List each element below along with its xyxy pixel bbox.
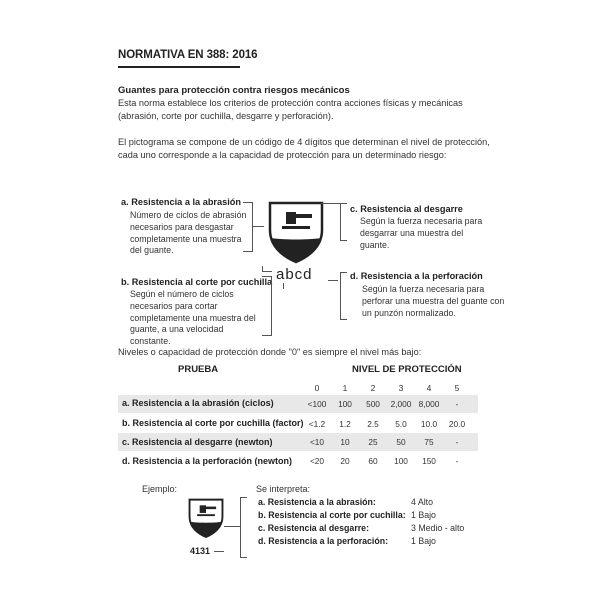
level-number: 0 (314, 383, 320, 393)
table-cell: <100 (307, 399, 327, 409)
bracket-d (340, 272, 347, 320)
level-number: 4 (426, 383, 432, 393)
bracket-c (340, 203, 347, 241)
table-row-label: b. Resistencia al corte por cuchilla (factor) (122, 418, 304, 428)
table-cell: 150 (422, 456, 436, 466)
col-header-test: PRUEBA (178, 364, 219, 375)
pictogram-paragraph: El pictograma se compone de un código de 4 dígitos que determinan el nivel de protección, cada uno corresponde a la capacidad de protección para un determinado riesgo: (118, 137, 490, 160)
label-c-desgarre: c. Resistencia al desgarre (350, 204, 463, 214)
table-cell: 2,000 (390, 399, 412, 409)
table-cell: 100 (338, 399, 352, 409)
table-cell: 60 (368, 456, 378, 466)
table-cell: 500 (366, 399, 380, 409)
table-row-label: a. Resistencia a la abrasión (ciclos) (122, 398, 274, 408)
table-cell: <20 (309, 456, 325, 466)
desc-a-abrasion: Número de ciclos de abrasión necesarios para desgastar completamente una muestra del guante. (130, 210, 247, 256)
example-item-label: c. Resistencia al desgarre: (258, 523, 369, 533)
shield-hammer-icon (266, 200, 326, 264)
table-cell: 75 (424, 437, 434, 447)
label-d-perforacion: d. Resistencia a la perforación (350, 271, 483, 281)
table-cell: 50 (396, 437, 406, 447)
table-row-label: c. Resistencia al desgarre (newton) (122, 437, 273, 447)
level-number: 2 (370, 383, 376, 393)
table-cell: 8,000 (418, 399, 440, 409)
connector-d (328, 280, 338, 281)
table-cell: 25 (368, 437, 378, 447)
table-cell: 20.0 (448, 419, 466, 429)
level-number: 5 (454, 383, 460, 393)
label-a-abrasion: a. Resistencia a la abrasión (121, 197, 242, 207)
desc-c-desgarre: Según la fuerza necesaria para desgarrar una muestra del guante. (360, 216, 483, 250)
example-bracket (240, 497, 247, 558)
table-cell: - (455, 437, 459, 447)
label-b-corte: b. Resistencia al corte por cuchilla (121, 277, 273, 287)
level-number: 1 (342, 383, 348, 393)
example-label: Ejemplo: (142, 484, 178, 494)
example-item-label: a. Resistencia a la abrasión: (258, 497, 376, 507)
desc-b-corte: Según el número de ciclos necesarios para cortar completamente una muestra del guante, a una velocidad constante. (130, 289, 256, 347)
col-header-level: NIVEL DE PROTECCIÓN (352, 364, 462, 375)
pictogram-code: abcd (276, 266, 313, 283)
connector-a-h (252, 226, 264, 227)
interpret-label: Se interpreta: (256, 484, 311, 494)
connector-a (283, 283, 284, 289)
table-row-label: d. Resistencia a la perforación (newton) (122, 456, 293, 466)
table-cell: 10 (340, 437, 350, 447)
table-cell: 5.0 (395, 419, 407, 429)
example-shield-icon (187, 497, 225, 539)
table-cell: 100 (394, 456, 408, 466)
table-cell: - (455, 456, 459, 466)
example-item-value: 3 Medio - alto (411, 523, 465, 533)
connector-c-h (321, 203, 340, 204)
example-item-value: 1 Bajo (411, 536, 436, 546)
bracket-b (262, 276, 272, 336)
example-item-label: b. Resistencia al corte por cuchilla: (258, 510, 406, 520)
level-number: 3 (398, 383, 404, 393)
example-item-value: 4 Alto (411, 497, 434, 507)
example-item-label: d. Resistencia a la perforación: (258, 536, 389, 546)
table-cell: <10 (309, 437, 325, 447)
levels-intro: Niveles o capacidad de protección donde "0" es siempre el nivel más bajo: (118, 347, 422, 357)
desc-d-perforacion: Según la fuerza necesaria para perforar una muestra del guante con un punzón normalizado. (362, 284, 505, 318)
table-cell: <1.2 (308, 419, 326, 429)
example-item-value: 1 Bajo (411, 510, 436, 520)
table-cell: - (455, 399, 459, 409)
title-underline (118, 66, 240, 68)
table-cell: 20 (340, 456, 350, 466)
table-cell: 2.5 (367, 419, 379, 429)
page-title: NORMATIVA EN 388: 2016 (118, 49, 258, 61)
intro-paragraph: Esta norma establece los criterios de protección contra acciones físicas y mecánicas (abrasión, corte por cuchilla, desgarre y perforación). (118, 98, 463, 121)
example-connector (214, 551, 224, 552)
example-code: 4131 (190, 546, 211, 556)
section-subtitle: Guantes para protección contra riesgos mecánicos (118, 85, 350, 96)
table-cell: 1.2 (339, 419, 351, 429)
example-connector-h (224, 526, 240, 527)
table-cell: 10.0 (420, 419, 438, 429)
connector-b-h (262, 271, 272, 272)
